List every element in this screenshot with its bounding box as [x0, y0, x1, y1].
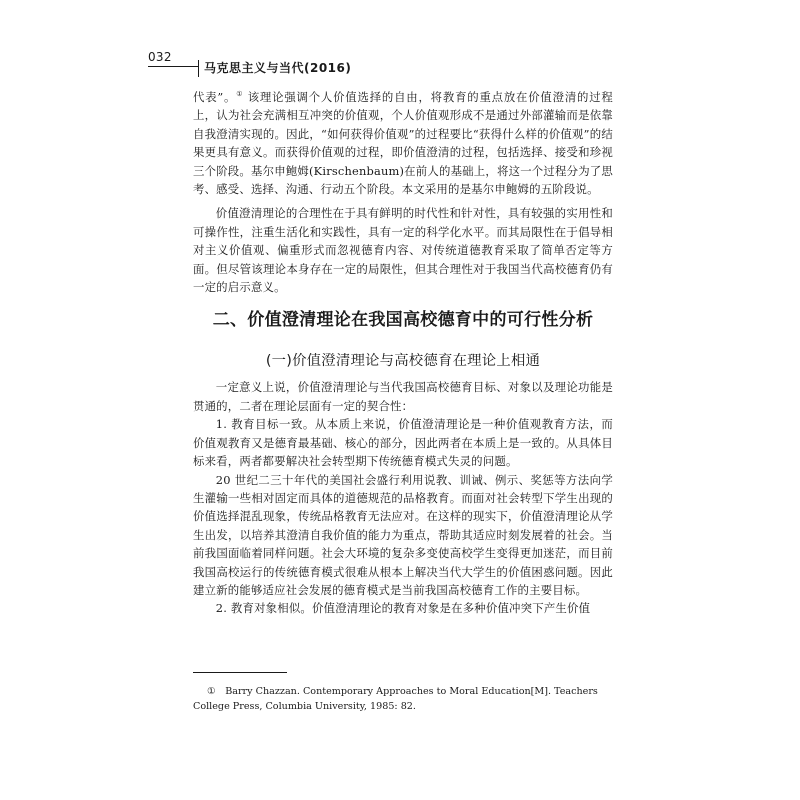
- paragraph-object: 2. 教育对象相似。价值澄清理论的教育对象是在多种价值冲突下产生价值: [215, 601, 591, 616]
- main-text: [193, 88, 613, 618]
- subsection-heading: (一)价值澄清理论与高校德育在理论上相通: [265, 353, 541, 370]
- footnote-reference[interactable]: ①: [236, 90, 244, 99]
- header-divider: [198, 60, 199, 77]
- paragraph-text: 代表”。: [193, 90, 237, 104]
- paragraph-intro: 一定意义上说，价值澄清理论与当代我国高校德育目标、对象以及理论功能是贯通的，二者在理论层面有一定的契合性：: [193, 380, 613, 413]
- section-heading: 二、价值澄清理论在我国高校德育中的可行性分析: [212, 310, 594, 331]
- paragraph-history: 20 世纪二三十年代的美国社会盛行利用说教、训诫、例示、奖惩等方法向学生灌输一些相对固定而具体的道德规范的品格教育。而面对社会转型下学生出现的价值选择混乱现象，传统品格教育无法应对。在这样的现实下，价值澄清理论从学生出发，以培养其澄清自我价值的能力为重点，帮助其适应时刻发展着的社会。当前我国面临着同样问题。社会大环境的复杂多变使高校学生变得更加迷茫，而目前我国高校运行的传统德育模式很难从根本上解决当代大学生的价值困惑问题。因此建立新的能够适应社会发展的德育模式是当前我国高校德育工作的主要目标。: [193, 472, 613, 597]
- paragraph-goal: 1. 教育目标一致。从本质上来说，价值澄清理论是一种价值观教育方法，而价值观教育又是德育最基础、核心的部分，因此两者在本质上是一致的。从具体目标来看，两者都要解决社会转型期下传统德育模式失灵的问题。: [193, 417, 613, 469]
- page-number: 032: [148, 50, 172, 64]
- paragraph-continued: [193, 88, 613, 198]
- page-number-underline: [148, 66, 198, 67]
- paragraph-text: 该理论强调个人价值选择的自由，将教育的重点放在价值澄清的过程上，认为社会充满相互冲突的价值观，个人价值观形成不是通过外部灌输而是依靠自我澄清实现的。因此，“如何获得价值观”的过程要比“获得什么样的价值观”的结果更具有意义。而获得价值观的过程，即价值澄清的过程，包括选择、接受和珍视三个阶段。基尔申鲍姆(Kirschenbaum)在前人的基础上，将这一个过程分为了思考、感受、选择、沟通、行动五个阶段。本文采用的是基尔申鲍姆的五阶段说。: [193, 90, 614, 197]
- footnote-rule: [193, 672, 287, 673]
- paragraph-rationality: 价值澄清理论的合理性在于具有鲜明的时代性和针对性，具有较强的实用性和可操作性，注重生活化和实践性，具有一定的科学化水平。而其局限性在于倡导相对主义价值观、偏重形式而忽视德育内容、对传统道德教育采取了简单否定等方面。但尽管该理论本身存在一定的局限性，但其合理性对于我国当代高校德育仍有一定的启示意义。: [193, 206, 613, 295]
- page-header: [148, 48, 618, 78]
- footnote: ① Barry Chazzan. Contemporary Approaches to Moral Education[M]. Teachers College Press, Columbia University, 1985: 82.: [193, 686, 598, 712]
- running-title: 马克思主义与当代(2016): [204, 61, 352, 75]
